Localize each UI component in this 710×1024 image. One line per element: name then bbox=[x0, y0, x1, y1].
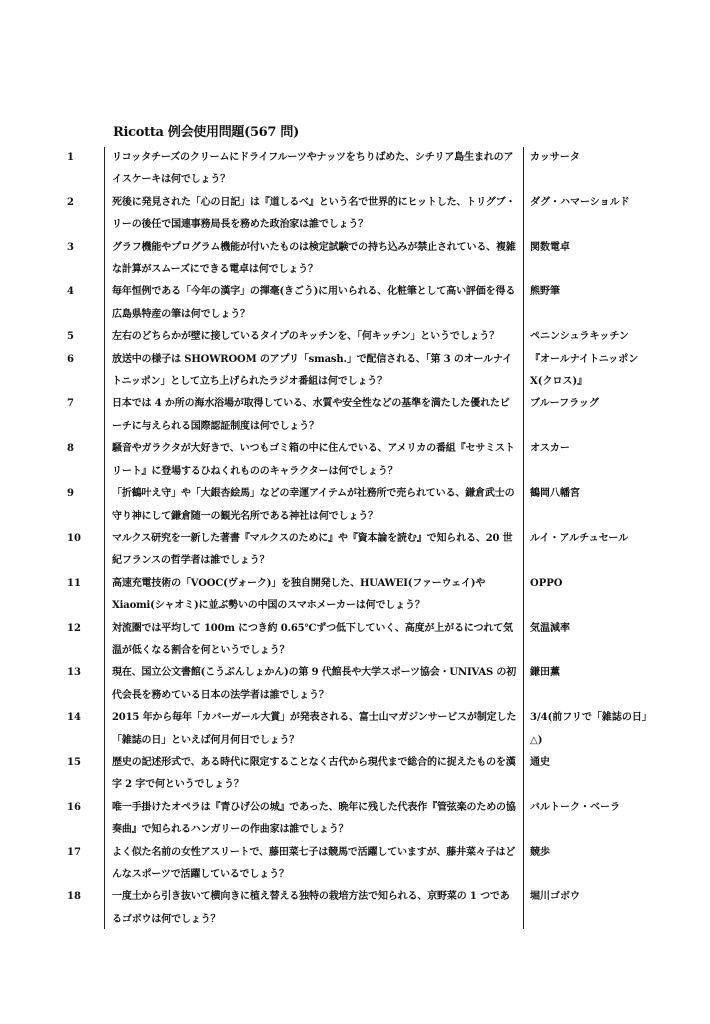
question-text: 対流圏では平均して 100m につき約 0.65℃ずつ低下していく、高度が上がるにつれて気温が低くなる割合を何というでしょう？ bbox=[112, 622, 513, 656]
table-row bbox=[60, 528, 660, 573]
answer-text: 3/4(前フリで「雑誌の日」△) bbox=[530, 712, 652, 746]
question-text: 日本では 4 か所の海水浴場が取得している、水質や安全性などの基準を満たした優れたビーチに与えられる国際認証制度は何でしょう？ bbox=[112, 398, 510, 432]
question-table bbox=[60, 147, 660, 931]
question-number: 17 bbox=[67, 846, 81, 858]
question-text: 騒音やガラクタが大好きで、いつもゴミ箱の中に住んでいる、アメリカの番組『セサミストリート』に登場するひねくれもののキャラクターは何でしょう？ bbox=[112, 443, 515, 477]
table-row bbox=[60, 483, 660, 528]
answer-text: バルトーク・ベーラ bbox=[530, 801, 620, 813]
question-number: 7 bbox=[67, 398, 74, 410]
question-text: リコッタチーズのクリームにドライフルーツやナッツをちりばめた、シチリア島生まれのアイスケーキは何でしょう？ bbox=[112, 152, 514, 186]
table-row bbox=[60, 886, 660, 931]
table-row bbox=[60, 349, 660, 394]
answer-text: 熊野筆 bbox=[530, 286, 560, 298]
table-row bbox=[60, 618, 660, 663]
table-row bbox=[60, 237, 660, 282]
table-row bbox=[60, 393, 660, 438]
answer-text: カッサータ bbox=[530, 152, 580, 163]
question-text: 毎年恒例である「今年の漢字」の揮毫(きごう)に用いられる、化粧筆として高い評価を得る広島県特産の筆は何でしょう？ bbox=[112, 286, 516, 320]
answer-text: 堀川ゴボウ bbox=[530, 891, 580, 903]
question-number: 12 bbox=[67, 622, 81, 634]
question-number: 6 bbox=[67, 353, 74, 365]
question-number: 10 bbox=[67, 532, 81, 544]
answer-text: OPPO bbox=[530, 577, 563, 589]
question-number: 11 bbox=[67, 577, 81, 589]
answer-text: 鎌田薫 bbox=[530, 667, 560, 679]
answer-text: ブルーフラッグ bbox=[530, 398, 599, 410]
question-number: 16 bbox=[67, 801, 81, 813]
answer-text: 『オールナイトニッポン X(クロス)』 bbox=[530, 353, 639, 388]
question-text: 放送中の様子は SHOWROOM のアプリ「smash.」で配信される、「第 3 のオールナイトニッポン」として立ち上げられたラジオ番組は何でしょう？ bbox=[112, 353, 513, 388]
question-number: 1 bbox=[67, 152, 74, 163]
question-text: よく似た名前の女性アスリートで、藤田菜七子は競馬で活躍していますが、藤井菜々子はどんなスポーツで活躍しているでしょう？ bbox=[112, 846, 516, 880]
answer-text: 関数電卓 bbox=[530, 241, 570, 253]
document-title: Ricotta 例会使用問題(567 問) bbox=[113, 125, 299, 140]
table-row bbox=[60, 147, 660, 192]
table-row bbox=[60, 573, 660, 618]
question-text: 一度土から引き抜いて横向きに植え替える独特の栽培方法で知られる、京野菜の 1 つであるゴボウは何でしょう？ bbox=[112, 891, 510, 925]
answer-text: 気温減率 bbox=[530, 622, 570, 634]
question-number: 5 bbox=[67, 331, 74, 343]
question-number: 3 bbox=[67, 241, 74, 253]
answer-text: 鶴岡八幡宮 bbox=[530, 488, 580, 500]
question-number: 18 bbox=[67, 891, 81, 903]
table-row bbox=[60, 281, 660, 326]
table-row bbox=[60, 797, 660, 842]
table-row bbox=[60, 842, 660, 887]
question-text: 現在、国立公文書館(こうぶんしょかん)の第 9 代館長や大学スポーツ協会・UNIVAS の初代会長を務めている日本の法学者は誰でしょう？ bbox=[112, 667, 517, 701]
question-number: 2 bbox=[67, 196, 74, 208]
question-text: グラフ機能やプログラム機能が付いたものは検定試験での持ち込みが禁止されている、複雑な計算がスムーズにできる電卓は何でしょう？ bbox=[112, 241, 516, 276]
question-text: 高速充電技術の「VOOC(ヴォーク)」を独自開発した、HUAWEI(ファーウェイ)や Xiaomi(シャオミ)に並ぶ勢いの中国のスマホメーカーは何でしょう？ bbox=[112, 577, 486, 612]
question-text: 歴史の記述形式で、ある時代に限定することなく古代から現代まで総合的に捉えたものを漢字 2 字で何というでしょう？ bbox=[112, 756, 516, 791]
table-row bbox=[60, 192, 660, 237]
answer-text: ダグ・ハマーショルド bbox=[530, 196, 630, 208]
answer-text: 通史 bbox=[530, 756, 550, 768]
answer-text: 競歩 bbox=[530, 846, 550, 858]
table-row bbox=[60, 438, 660, 483]
question-number: 4 bbox=[67, 286, 74, 298]
question-number: 15 bbox=[67, 756, 81, 768]
table-row bbox=[60, 707, 660, 752]
question-text: 2015 年から毎年「カバーガール大賞」が発表される、富士山マガジンサービスが制定した「雑誌の日」といえば何月何日でしょう？ bbox=[112, 712, 517, 746]
question-text: 死後に発見された「心の日記」は『道しるべ』という名で世界的にヒットした、トリグブ・リーの後任で国連事務局長を務めた政治家は誰でしょう？ bbox=[112, 196, 516, 231]
question-number: 8 bbox=[67, 443, 74, 455]
answer-text: ペニンシュラキッチン bbox=[530, 331, 629, 343]
question-number: 14 bbox=[67, 712, 81, 724]
question-text: 唯一手掛けたオペラは『青ひげ公の城』であった、晩年に残した代表作『管弦楽のための協奏曲』で知られるハンガリーの作曲家は誰でしょう？ bbox=[112, 801, 516, 836]
question-text: 「折鶴叶え守」や「大銀杏絵馬」などの幸運アイテムが社務所で売られている、鎌倉武士の守り神にして鎌倉随一の観光名所である神社は何でしょう？ bbox=[112, 488, 515, 522]
table-row bbox=[60, 326, 660, 348]
question-number: 9 bbox=[67, 488, 74, 500]
table-row bbox=[60, 752, 660, 797]
question-text: マルクス研究を一新した著書『マルクスのために』や『資本論を読む』で知られる、20 世紀フランスの哲学者は誰でしょう？ bbox=[112, 532, 513, 567]
question-number: 13 bbox=[67, 667, 81, 679]
answer-text: オスカー bbox=[530, 443, 570, 455]
question-text: 左右のどちらかが壁に接しているタイプのキッチンを、「何キッチン」というでしょう？ bbox=[112, 331, 500, 343]
answer-text: ルイ・アルチュセール bbox=[530, 532, 629, 544]
table-row bbox=[60, 662, 660, 707]
